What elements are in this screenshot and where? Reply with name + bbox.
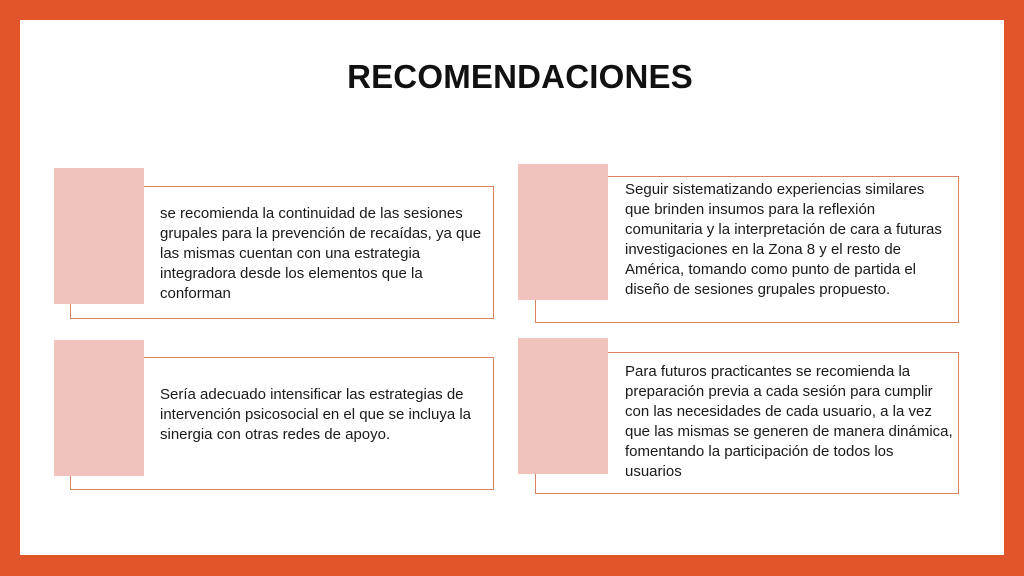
card-text: Sería adecuado intensificar las estrategias de intervención psicosocial en el que se incluya la sinergia con otras redes de apoyo. <box>160 386 472 443</box>
page-title: RECOMENDACIONES <box>347 58 693 95</box>
card-accent <box>54 340 144 476</box>
card-text: Para futuros practicantes se recomienda la preparación previa a cada sesión para cumplir con las necesidades de cada usuario, a la vez que las mismas se generen de manera dinámica, fomentando la participación de todos los usuarios <box>625 363 953 480</box>
card-accent <box>54 168 144 304</box>
card-text: se recomienda la continuidad de las sesiones grupales para la prevención de recaídas, ya que las mismas cuentan con una estrategia integradora desde los elementos que la conforman <box>160 205 482 302</box>
card-accent <box>518 338 608 474</box>
card-accent <box>518 164 608 300</box>
card-text: Seguir sistematizando experiencias similares que brinden insumos para la reflexión comunitaria y la interpretación de cara a futuras investigaciones en la Zona 8 y el resto de América, tomando como punto de partida el diseño de sesiones grupales propuesto. <box>625 181 942 298</box>
